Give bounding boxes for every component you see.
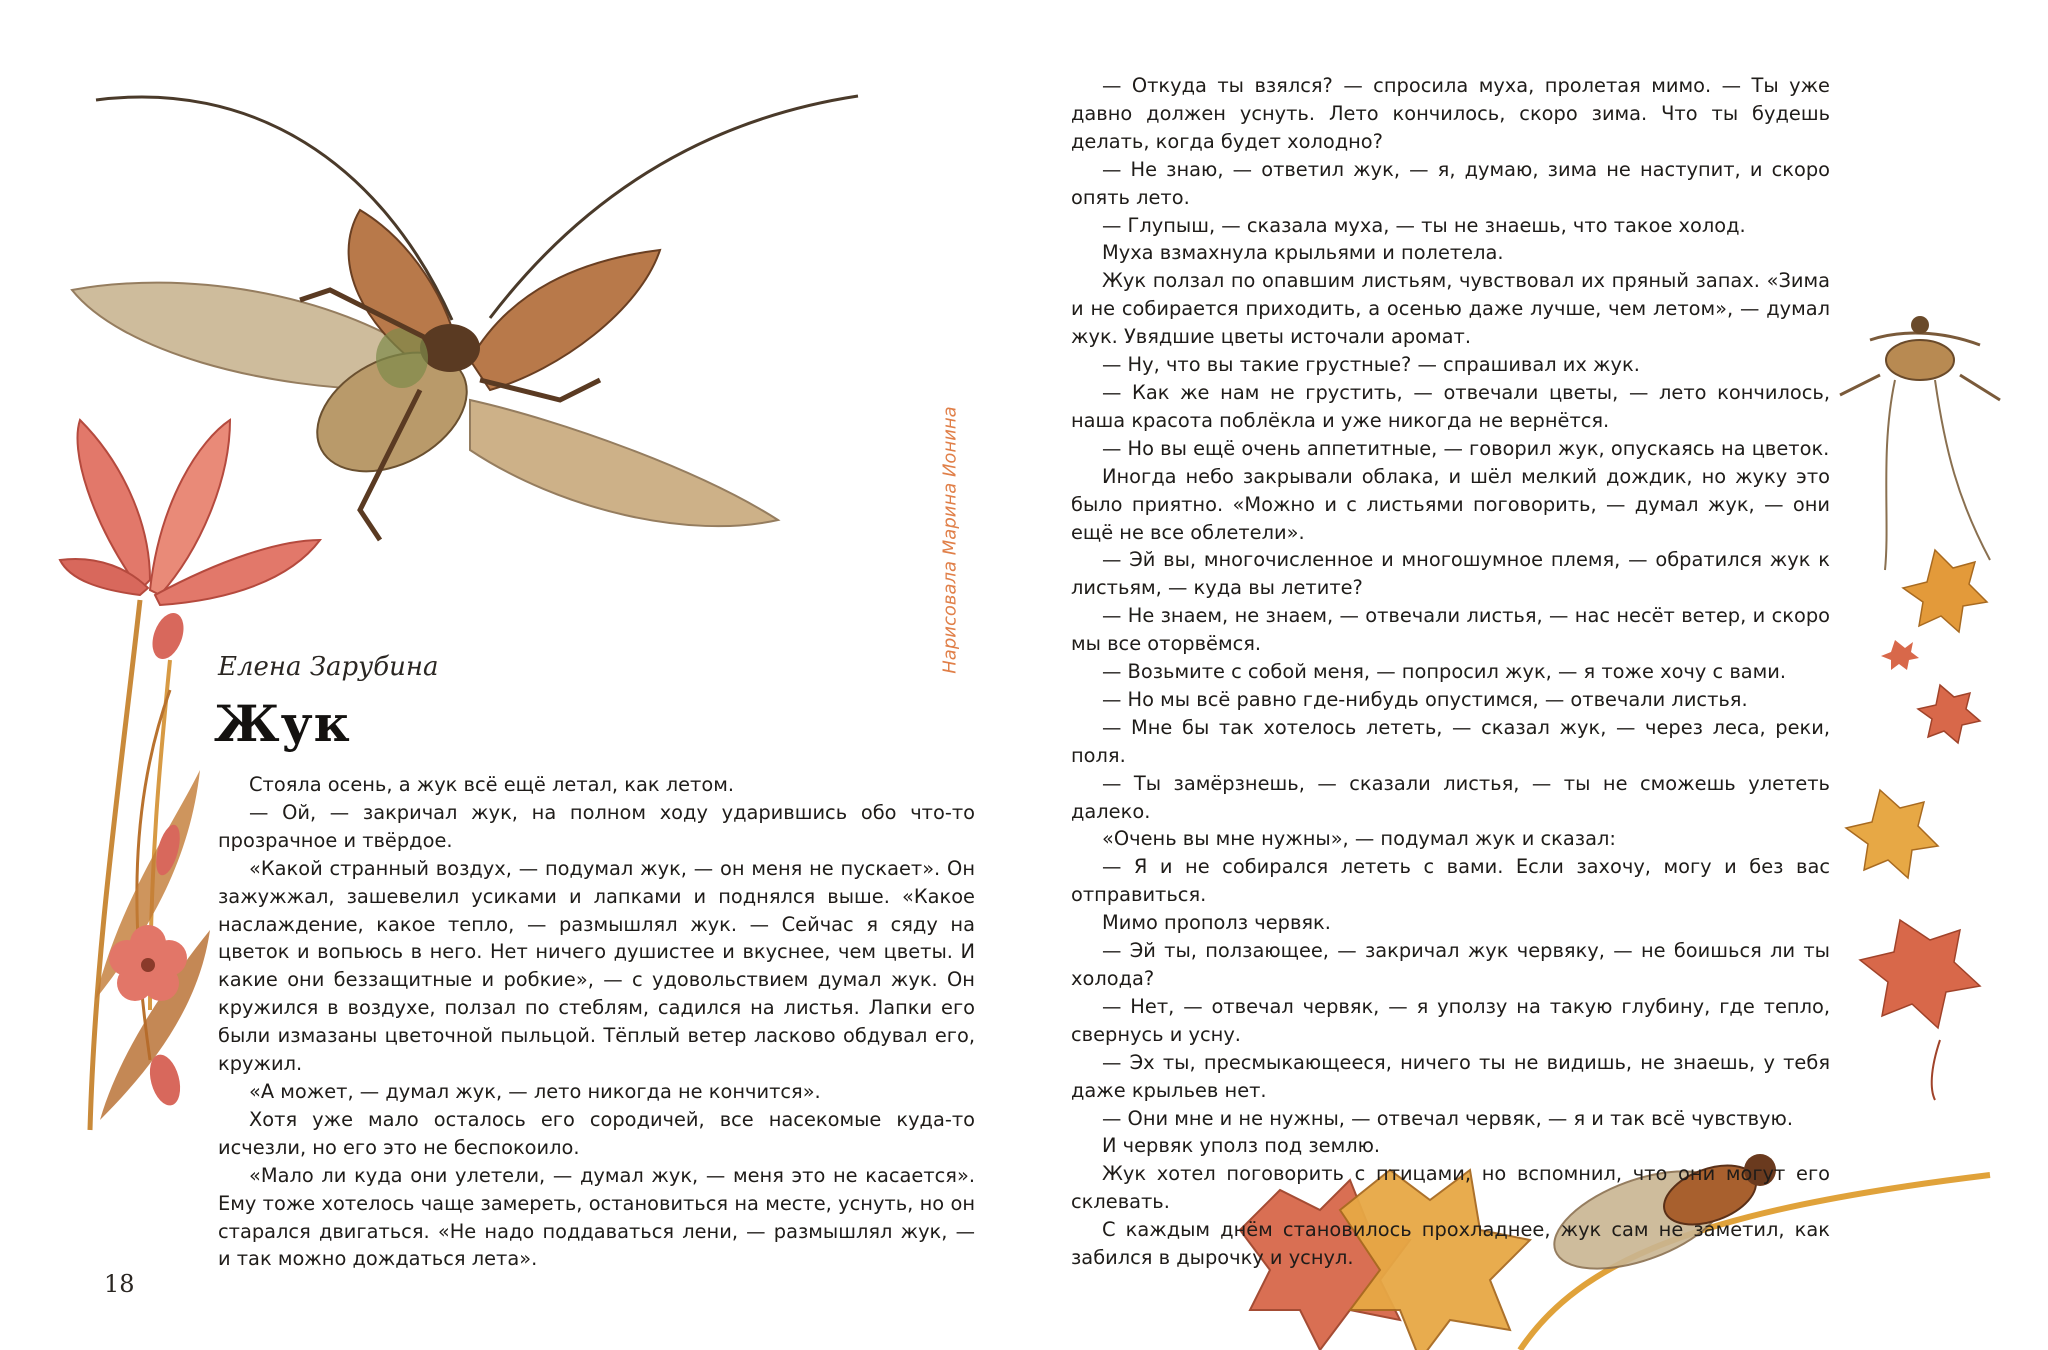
paragraph: — Ну, что вы такие грустные? — спрашивал их жук. [1102,353,1640,377]
paragraph: — Я и не собирался лететь с вами. Если захочу, могу и без вас отправиться. [1071,855,1830,907]
paragraph: Иногда небо закрывали облака, и шёл мелкий дождик, но жуку это было приятно. «Можно и с листьями поговорить, — думал жук, — они ещё не все облетели». [1071,464,1830,544]
paragraph: «Очень вы мне нужны», — подумал жук и сказал: [1102,827,1616,851]
paragraph: — Как же нам не грустить, — отвечали цветы, — лето кончилось, наша красота поблёкла и уже никогда не вернётся. [1071,380,1830,432]
story-title: Жук [214,694,351,753]
paragraph: Мимо прополз червяк. [1102,911,1331,935]
paragraph: — Мне бы так хотелось лететь, — сказал жук, — через леса, реки, поля. [1071,715,1830,767]
paragraph: — Но вы ещё очень аппетитные, — говорил жук, опускаясь на цветок. [1102,436,1830,460]
paragraph: «Какой странный воздух, — подумал жук, — он меня не пускает». Он зажужжал, зашевелил усиками и лапками и поднялся выше. «Какое наслаждение, какое тепло, — размышлял жук. — Сейчас я сяду на цветок и вопьюсь в него. Нет ничего душистее и вкуснее, чем цветы. И какие они беззащитные и робкие», — с удовольствием думал жук. Он кружился в воздухе, ползал по стеблям, садился на листья. Лапки его были измазаны цветочной пыльцой. Тёплый ветер ласково обдувал его, кружил. [218,856,975,1076]
paragraph: — Эй ты, ползающее, — закричал жук червяку, — не боишься ли ты холода? [1071,939,1830,990]
left-column-text [218,771,975,1273]
paragraph: Жук хотел поговорить с птицами, но вспомнил, что они могут его склевать. [1071,1162,1830,1214]
paragraph: Хотя уже мало осталось его сородичей, все насекомые куда-то исчезли, но его это не беспокоило. [218,1107,975,1159]
autumn-leaf-icon [1846,550,1987,1100]
paragraph: Муха взмахнула крыльями и полетела. [1102,241,1504,265]
paragraph: — Эх ты, пресмыкающееся, ничего ты не видишь, не знаешь, у тебя даже крыльев нет. [1071,1050,1830,1102]
paragraph: — Они мне и не нужны, — отвечал червяк, — я и так всё чувствую. [1102,1106,1794,1130]
paragraph: — Эй вы, многочисленное и многошумное племя, — обратился жук к листьям, — куда вы летите? [1071,548,1830,600]
paragraph: Стояла осень, а жук всё ещё летал, как летом. [249,773,734,796]
paragraph: — Но мы всё равно где-нибудь опустимся, — отвечали листья. [1102,687,1748,711]
paragraph: — Глупыш, — сказала муха, — ты не знаешь, что такое холод. [1102,213,1746,237]
illustrator-credit: Нарисовала Марина Ионина [939,406,961,674]
paragraph: — Ой, — закричал жук, на полном ходу ударившись обо что-то прозрачное и твёрдое. [218,800,975,852]
paragraph: — Не знаю, — ответил жук, — я, думаю, зима не наступит, и скоро опять лето. [1071,157,1830,209]
hanging-spider-icon [1840,316,2000,570]
right-column-text [1071,72,1830,1272]
paragraph: — Не знаем, не знаем, — отвечали листья, — нас несёт ветер, и скоро мы все оторвёмся. [1071,604,1830,656]
paragraph: Жук ползал по опавшим листьям, чувствовал их пряный запах. «Зима и не собирается приходить, а осенью даже лучше, чем летом», — думал жук. Увядшие цветы источали аромат. [1071,269,1830,349]
paragraph: С каждым днём становилось прохладнее, жук сам не заметил, как забился в дырочку и уснул. [1071,1218,1830,1270]
paragraph: — Нет, — отвечал червяк, — я уползу на такую глубину, где тепло, свернусь и усну. [1071,994,1830,1046]
paragraph: И червяк уполз под землю. [1102,1134,1381,1158]
paragraph: «Мало ли куда они улетели, — думал жук, — меня это не касается». Ему тоже хотелось чаще замереть, остановиться на месте, уснуть, но он старался двигаться. «Не надо поддаваться лени, — размышлял жук, — и так можно дождаться лета». [218,1163,975,1271]
paragraph: — Возьмите с собой меня, — попросил жук, — я тоже хочу с вами. [1102,660,1787,684]
paragraph: «А может, — думал жук, — лето никогда не кончится». [249,1079,821,1103]
paragraph: — Ты замёрзнешь, — сказали листья, — ты не сможешь улететь далеко. [1071,771,1830,823]
paragraph: — Откуда ты взялся? — спросила муха, пролетая мимо. — Ты уже давно должен уснуть. Лето кончилось, скоро зима. Что ты будешь делать, когда будет холодно? [1071,74,1830,153]
author-name: Елена Зарубина [218,652,439,682]
page-number: 18 [104,1270,135,1298]
